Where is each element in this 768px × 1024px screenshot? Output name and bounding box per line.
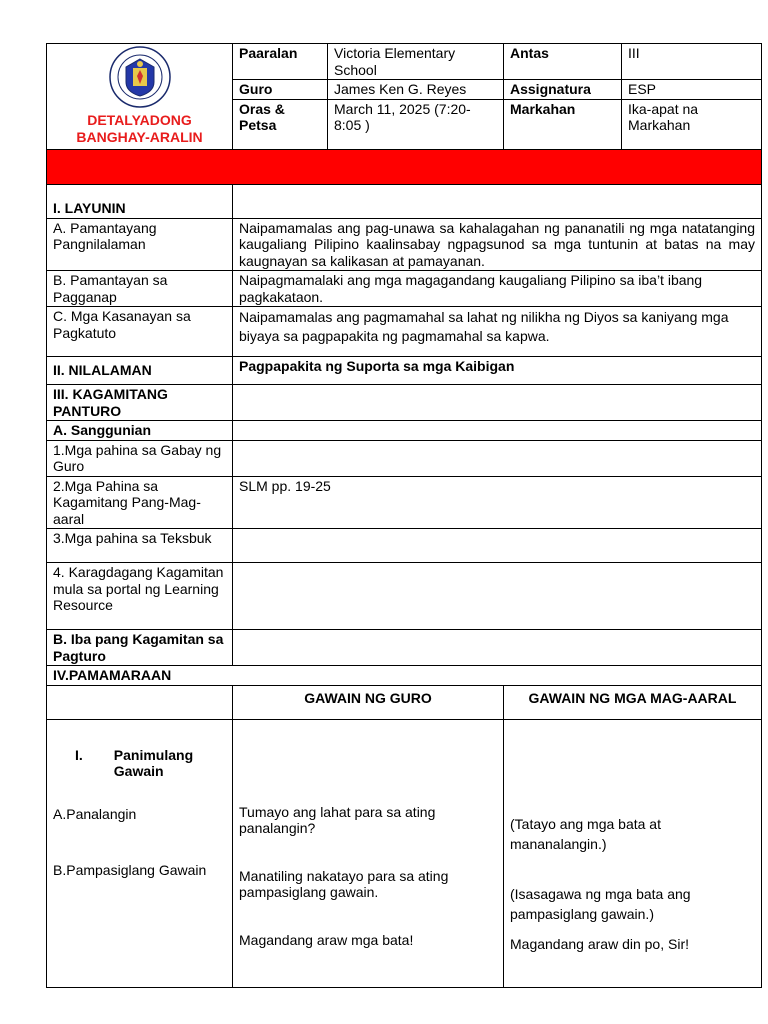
oras-value: March 11, 2025 (7:20-8:05 ) [328, 99, 504, 149]
oras-label-line-1: Oras & [239, 100, 285, 117]
section-number: I. [75, 746, 83, 763]
teksbuk-value [233, 529, 762, 563]
step-panalangin: A.Panalangin [53, 805, 137, 822]
layunin-heading-value [233, 184, 762, 218]
document-title [53, 112, 226, 146]
guro-line-3: Magandang araw mga bata! [239, 931, 414, 948]
title-line-1: DETALYADONG [87, 112, 192, 129]
layunin-heading: I. LAYUNIN [47, 184, 233, 218]
markahan-value: Ika-apat na Markahan [622, 99, 762, 149]
kagamitang-panturo-value [233, 385, 762, 421]
lesson-plan-table [46, 43, 762, 988]
karagdagang-kagamitan-label: 4. Karagdagang Kagamitan mula sa portal ng Learning Resource [47, 563, 233, 630]
paaralan-value: Victoria Elementary School [328, 44, 504, 80]
pamantayan-sa-pagganap-label: B. Pamantayan sa Pagganap [47, 271, 233, 307]
kagamitang-pang-mag-aaral-label: 2.Mga Pahina sa Kagamitang Pang-Mag-aaral [47, 476, 233, 529]
pamantayang-pangnilalaman-value: Naipamamalas ang pag-unawa sa kahalagahan ng pananatili ng mga natatanging kaugaliang Pilipino kaalinsabay ngpagsunod sa mga tuntunin at batas na may kaugnayan sa kalikasan at pamayanan. [233, 218, 762, 271]
markahan-label: Markahan [504, 99, 622, 149]
kasanayan-sa-pagkatuto-label: C. Mga Kasanayan sa Pagkatuto [47, 307, 233, 357]
col-gawain-ng-guro: GAWAIN NG GURO [233, 685, 504, 719]
iba-pang-kagamitan-label: B. Iba pang Kagamitan sa Pagturo [47, 630, 233, 666]
guro-line-1: Tumayo ang lahat para sa ating panalangin? [239, 803, 436, 836]
kagamitang-pang-mag-aaral-value: SLM pp. 19-25 [233, 476, 762, 529]
panimulang-gawain-cell [47, 719, 233, 987]
assignatura-label: Assignatura [504, 80, 622, 100]
pamantayan-sa-pagganap-value: Naipagmamalaki ang mga magagandang kaugaliang Pilipino sa iba’t ibang pagkakataon. [233, 271, 762, 307]
antas-label: Antas [504, 44, 622, 80]
pamamaraan-blank-cell [47, 685, 233, 719]
nilalaman-heading: II. NILALAMAN [47, 357, 233, 385]
gabay-ng-guro-label: 1.Mga pahina sa Gabay ng Guro [47, 440, 233, 476]
col-gawain-ng-mag-aaral: GAWAIN NG MGA MAG-AARAL [504, 685, 762, 719]
pamamaraan-heading: IV.PAMAMARAAN [47, 666, 762, 686]
gabay-ng-guro-value [233, 440, 762, 476]
antas-value: III [622, 44, 762, 80]
guro-line-2: Manatiling nakatayo para sa ating pampasiglang gawain. [239, 867, 449, 900]
aaral-line-1: (Tatayo ang mga bata at mananalangin.) [510, 815, 661, 852]
pamantayang-pangnilalaman-label: A. Pamantayang Pangnilalaman [47, 218, 233, 271]
teksbuk-label: 3.Mga pahina sa Teksbuk [47, 529, 233, 563]
sanggunian-label: A. Sanggunian [47, 421, 233, 441]
title-line-2: BANGHAY-ARALIN [76, 129, 203, 146]
gawain-ng-guro-cell [233, 719, 504, 987]
guro-value: James Ken G. Reyes [328, 80, 504, 100]
header-logo-cell [47, 44, 233, 150]
aaral-line-3: Magandang araw din po, Sir! [510, 935, 689, 952]
gawain-ng-mag-aaral-cell [504, 719, 762, 987]
step-pampasiglang-gawain: B.Pampasiglang Gawain [53, 862, 207, 878]
sanggunian-value [233, 421, 762, 441]
kagamitang-panturo-heading: III. KAGAMITANG PANTURO [47, 385, 233, 421]
karagdagang-kagamitan-value [233, 563, 762, 630]
deped-seal-icon [109, 46, 171, 108]
oras-label-line-2: Petsa [239, 117, 277, 133]
nilalaman-value: Pagpapakita ng Suporta sa mga Kaibigan [233, 357, 762, 385]
assignatura-value: ESP [622, 80, 762, 100]
paaralan-label: Paaralan [233, 44, 328, 80]
aaral-line-2: (Isasagawa ng mga bata ang pampasiglang gawain.) [510, 885, 691, 922]
red-divider-bar [47, 149, 762, 184]
panimulang-gawain-title [75, 747, 226, 780]
kasanayan-sa-pagkatuto-value: Naipamamalas ang pagmamahal sa lahat ng nilikha ng Diyos sa kaniyang mga biyaya sa pagpapakita ng pagmamahal sa kapwa. [233, 307, 762, 357]
section-title: Panimulang Gawain [113, 746, 194, 779]
guro-label: Guro [233, 80, 328, 100]
iba-pang-kagamitan-value [233, 630, 762, 666]
oras-petsa-label [233, 99, 328, 149]
